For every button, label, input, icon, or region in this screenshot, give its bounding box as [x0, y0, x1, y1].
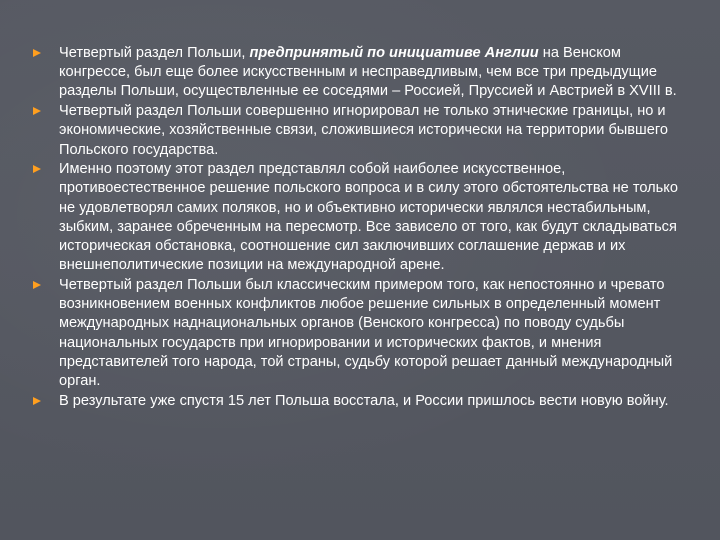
bullet-text: Четвертый раздел Польши был классическим примером того, как непостоянно и чревато возникновением военных конфликтов любое решение сильных в определенный момент международных наднациональных органов (Венского конгресса) по поводу судьбы национальных государств при игнорировании и исторических фактов, и мнения представителей того народа, той страны, судьбу которой решает данный международный орган.: [59, 276, 673, 389]
bullet-text-end: на Венском конгрессе, был еще более искусственным и несправедливым, чем все три предыдущие разделы Польши, осуществленные ее соседями – Россией, Пруссией и Австрией в XVIII в.: [59, 45, 677, 100]
triangle-bullet-icon: [33, 49, 41, 57]
triangle-bullet-icon: [33, 281, 41, 289]
triangle-bullet-icon: [33, 165, 41, 173]
bullet-list: [30, 44, 695, 411]
bullet-emphasis: предпринятый по инициативе Англии: [249, 45, 539, 61]
bullet-item: [30, 276, 695, 391]
bullet-text-start: Четвертый раздел Польши,: [59, 45, 250, 61]
triangle-bullet-icon: [33, 397, 41, 405]
bullet-item: [30, 44, 695, 102]
bullet-text: Четвертый раздел Польши совершенно игнорировал не только этнические границы, но и экономические, хозяйственные связи, сложившиеся исторически на территории бывшего Польского государства.: [59, 103, 668, 158]
bullet-text: В результате уже спустя 15 лет Польша восстала, и России пришлось вести новую войну.: [59, 392, 669, 409]
bullet-item: [30, 102, 695, 160]
bullet-text: Именно поэтому этот раздел представлял собой наиболее искусственное, противоестественное решение польского вопроса и в силу этого обстоятельства не только не удовлетворял самих поляков, но и объективно исторически являлся нестабильным, зыбким, заранее обреченным на пересмотр. Все зависело от того, как будут складываться историческая обстановка, соотношение сил заключивших соглашение держав и их внешнеполитические позиции на международной арене.: [59, 161, 678, 274]
bullet-item: [30, 392, 695, 411]
triangle-bullet-icon: [33, 107, 41, 115]
bullet-item: [30, 160, 695, 275]
